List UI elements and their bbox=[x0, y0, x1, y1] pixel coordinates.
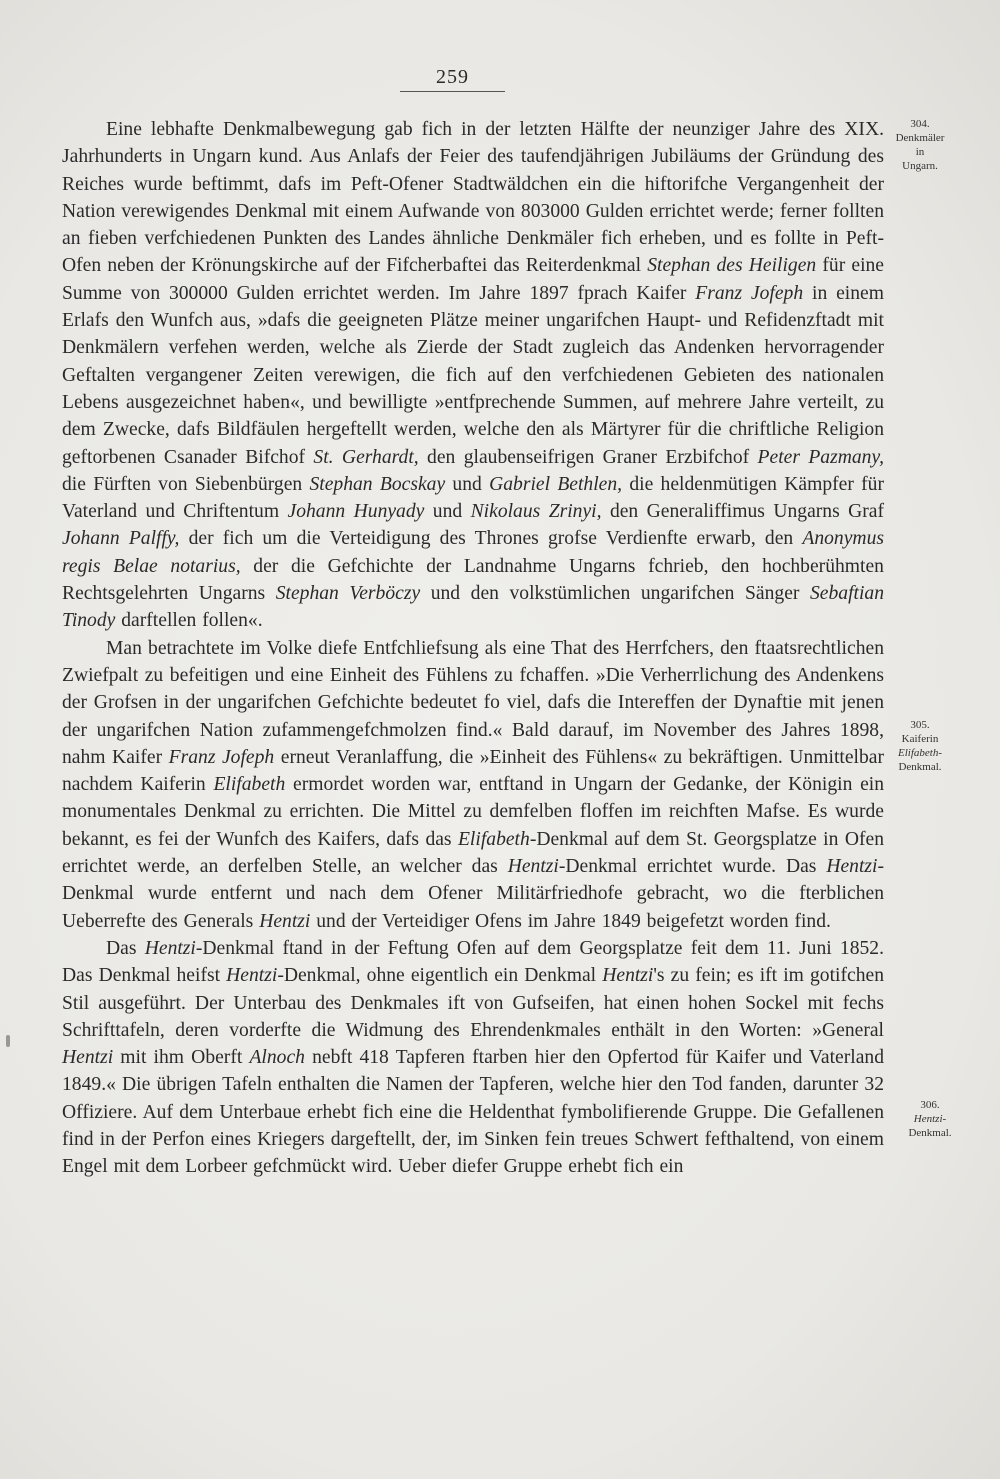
italic-name: Alnoch bbox=[249, 1047, 305, 1069]
italic-name: Anonymus regis Belae notarius, bbox=[62, 528, 884, 577]
text-run: mit ihm Oberft bbox=[113, 1047, 250, 1069]
text-run: -Denkmal, ohne eigentlich ein Denkmal bbox=[277, 965, 603, 987]
italic-name: Hentzi bbox=[226, 965, 278, 987]
text-run: und bbox=[424, 501, 471, 523]
text-run: und den volkstümlichen ungarifchen Sänger bbox=[420, 583, 810, 605]
text-run: erneut Veranlaffung, die »Einheit des Fühlens« zu bekräftigen. Unmittelbar nachdem Kaiferin bbox=[62, 746, 884, 796]
margin-note-306 bbox=[892, 1098, 968, 1140]
italic-name: Franz Jofeph bbox=[168, 746, 275, 768]
text-run: die heldenmütigen Kämpfer für Vaterland und Chriftentum bbox=[62, 473, 884, 523]
italic-name: Sebaftian Tinody bbox=[62, 583, 884, 632]
margin-note-line: Ungarn. bbox=[902, 160, 938, 172]
italic-name: Hentzi bbox=[62, 1047, 114, 1069]
margin-note-line: Hentzi- bbox=[913, 1113, 947, 1125]
margin-note-number: 304. bbox=[910, 118, 930, 130]
italic-name: Johann Palffy, bbox=[62, 528, 180, 550]
text-run: 's zu fein; es ift im gotifchen Stil ausgeführt. Der Unterbau des Denkmales ift von Gufseifen, hat einen hohen Sockel mit fechs Schrifttafeln, deren vorderfte die Widmung des Ehrendenkmales enthält in den Worten: »General bbox=[62, 965, 884, 1041]
text-run: nebft 418 Tapferen ftarben hier den Opfertod für Kaifer und Vaterland 1849.« Die übrigen Tafeln enthalten die Namen der Tapferen, welche hier den Tod fanden, darunter 32 Offiziere. Auf dem Unterbaue erhebt fich eine die Heldenthat fymbolifierende Gruppe. Die Gefallenen find in der Perfon eines Kriegers dargeftellt, der, im Sinken fein treues Schwert fefthaltend, von einem Engel mit dem Lorbeer gefchmückt wird. Ueber diefer Gruppe erhebt fich ein bbox=[62, 1047, 884, 1178]
italic-name: Hentzi bbox=[507, 856, 559, 878]
margin-note-number: 306. bbox=[920, 1099, 940, 1111]
text-run: Eine lebhafte Denkmalbewegung gab fich in der letzten Hälfte der neunziger Jahre des XIX. Jahrhunderts in Ungarn kund. Aus Anlafs der Feier des taufendjährigen Jubiläums der Gründung des Reiches wurde beftimmt, dafs im Peft-Ofener Stadtwäldchen ein die hiftorifche Vergangenheit der Nation verewigendes Denkmal mit einem Aufwande von 803000 Gulden errichtet werde; ferner follten an fieben verfchiedenen Punkten des Landes ähnliche Denkmäler fich erheben, und es follte in Peft-Ofen neben der Krönungskirche auf der Fifcherbaftei das Reiterdenkmal bbox=[62, 119, 884, 277]
text-run: und der Verteidiger Ofens im Jahre 1849 beigefetzt worden find. bbox=[310, 910, 831, 932]
text-run: der die Gefchichte der Landnahme Ungarns fchrieb, den hochberühmten Rechtsgelehrten Ungarns bbox=[62, 555, 884, 605]
italic-name: Hentzi bbox=[826, 856, 878, 878]
text-run: darftellen follen«. bbox=[115, 610, 263, 632]
italic-name: Hentzi bbox=[259, 910, 311, 932]
paragraph bbox=[62, 635, 884, 935]
italic-name: St. Gerhardt, bbox=[313, 446, 419, 468]
text-run: -Denkmal ftand in der Feftung Ofen auf dem Georgsplatze feit dem 11. Juni 1852. Das Denkmal heifst bbox=[62, 937, 884, 987]
italic-name: Franz Jofeph bbox=[695, 282, 804, 304]
text-run: für eine Summe von 300000 Gulden errichtet werden. Im Jahre 1897 fprach Kaifer bbox=[62, 255, 885, 304]
italic-name: Elifabeth bbox=[213, 774, 286, 796]
text-run: Das bbox=[106, 937, 145, 959]
text-run: den glaubenseifrigen Graner Erzbifchof bbox=[418, 446, 758, 468]
paragraph bbox=[62, 935, 884, 1181]
page-number: 259 bbox=[400, 66, 505, 92]
text-run: -Denkmal errichtet wurde. Das bbox=[558, 856, 827, 878]
text-run: ermordet worden war, entftand in Ungarn der Gedanke, der Königin ein monumentales Denkmal zu errichten. Die Mittel zu demfelben floffen im reichften Mafse. Es wurde bekannt, es fei der Wunfch des Kaifers, dafs das bbox=[62, 774, 885, 850]
text-run: die Fürften von Siebenbürgen bbox=[62, 473, 310, 495]
text-run: -Denkmal auf dem St. Georgsplatze in Ofen errichtet werde, an derfelben Stelle, an welcher das bbox=[62, 828, 884, 878]
margin-note-line: Elifabeth- bbox=[898, 747, 942, 759]
text-run: in einem Erlafs den Wunfch aus, »dafs die geeigneten Plätze meiner ungarifchen Haupt- und Refidenzftadt mit Denkmälern verfehen werden, welche als Zierde der Stadt zugleich das Andenken hervorragender Geftalten vergangener Zeiten verewigen, die fich auf den verfchiedenen Gebieten des nationalen Lebens ausgezeichnet haben«, und bewilligte »entfprechende Summen, auf mehrere Jahre verteilt, zu dem Zwecke, dafs Bildfäulen hergeftellt werden, welche den als Märtyrer für die chriftliche Religion geftorbenen Csanader Bifchof bbox=[62, 282, 884, 468]
margin-note-305 bbox=[882, 718, 958, 774]
italic-name: Peter Pazmany, bbox=[757, 446, 884, 468]
italic-name: Nikolaus Zrinyi, bbox=[470, 501, 602, 523]
italic-name: Johann Hunyady bbox=[287, 501, 425, 523]
italic-name: Hentzi bbox=[602, 965, 654, 987]
text-run: -Denkmal wurde entfernt und nach dem Ofener Militärfriedhofe gebracht, wo die fterblichen Ueberrefte des Generals bbox=[62, 856, 885, 932]
margin-note-304 bbox=[882, 117, 958, 173]
italic-name: Hentzi bbox=[144, 937, 196, 959]
text-run: Man betrachtete im Volke diefe Entfchliefsung als eine That des Herrfchers, den ftaatsrechtlichen Zwiefpalt zu befeitigen und eine Einheit des Fühlens zu fchaffen. »Die Verherrlichung des Andenkens der Grofsen in der ungarifchen Gefchichte bedeutet fo viel, dafs die Intereffen der Dynaftie mit jenen der ungarifchen Nation zufammengefchmolzen find.« Bald darauf, im November des Jahres 1898, nahm Kaifer bbox=[62, 637, 884, 768]
italic-name: Elifabeth bbox=[457, 828, 530, 850]
italic-name: Stephan Bocskay bbox=[309, 473, 446, 495]
body-text bbox=[62, 116, 884, 1181]
paragraph bbox=[62, 116, 884, 635]
margin-note-line: Kaiferin bbox=[901, 733, 939, 745]
margin-note-line: in bbox=[915, 146, 925, 158]
text-run: den Generaliffimus Ungarns Graf bbox=[601, 501, 885, 523]
italic-name: Gabriel Bethlen, bbox=[489, 473, 623, 495]
margin-note-number: 305. bbox=[910, 719, 930, 731]
text-run: und bbox=[445, 473, 490, 495]
italic-name: Stephan Verböczy bbox=[275, 583, 421, 605]
margin-note-line: Denkmal. bbox=[908, 1127, 952, 1139]
text-run: der fich um die Verteidigung des Thrones grofse Verdienfte erwarb, den bbox=[179, 528, 803, 550]
margin-note-line: Denkmäler bbox=[895, 132, 945, 144]
italic-name: Stephan des Heiligen bbox=[647, 255, 817, 277]
margin-note-line: Denkmal. bbox=[898, 761, 942, 773]
paper-blemish bbox=[6, 1035, 10, 1047]
